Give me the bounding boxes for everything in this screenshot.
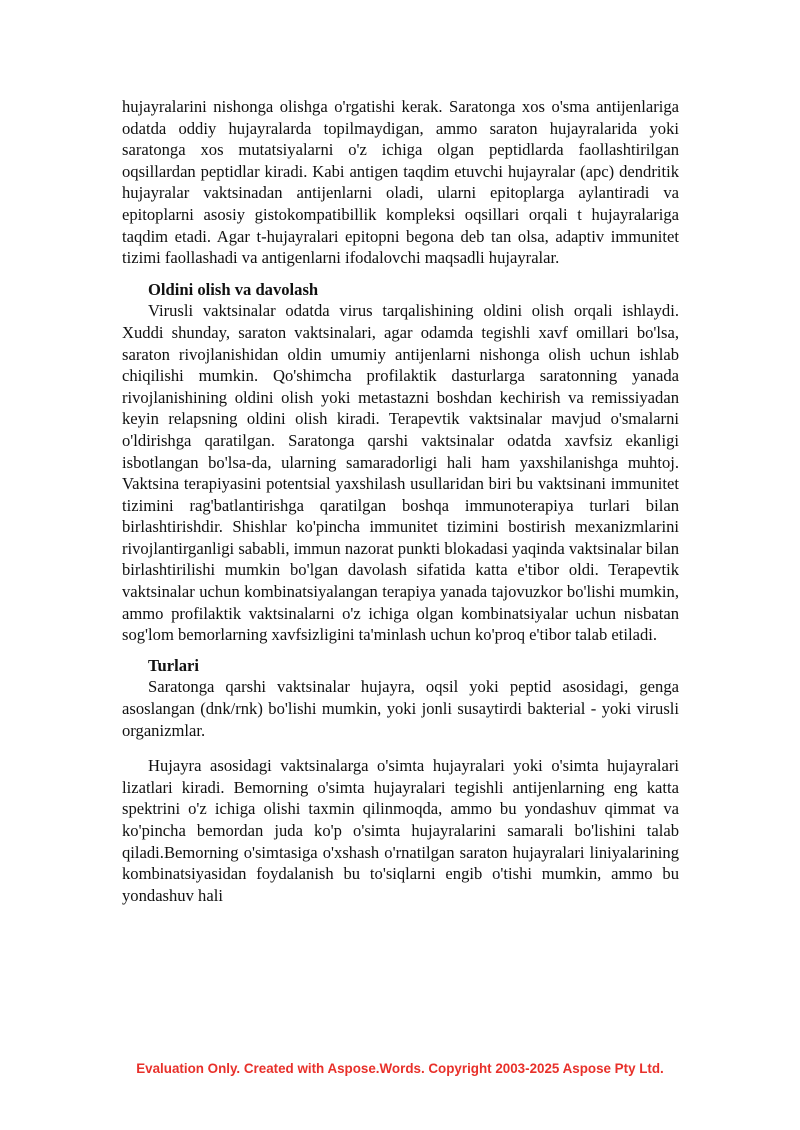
paragraph-types: Saratonga qarshi vaktsinalar hujayra, oqsil yoki peptid asosidagi, genga asoslangan (dnk/rnk) bo'lishi mumkin, yoki jonli susaytirdi bakterial - yoki virusli organizmlar. (122, 677, 679, 740)
heading-prevention-treatment: Oldini olish va davolash (148, 279, 319, 299)
body-text (122, 96, 679, 906)
paragraph-cell-based: Hujayra asosidagi vaktsinalarga o'simta hujayralari yoki o'simta hujayralari lizatlari kiradi. Bemorning o'simta hujayralari tegishli antijenlarning eng katta spektrini o'z ichiga olishi taxmin qilinmoqda, ammo bu yondashuv qimmat va ko'pincha bemordan juda ko'p o'simta hujayralarini samarali bo'lishini talab qiladi.Bemorning o'simtasiga o'xshash o'rnatilgan saraton hujayralari liniyalarining kombinatsiyasidan foydalanish bu to'siqlarni engib o'tishi mumkin, ammo bu yondashuv hali (122, 756, 679, 905)
evaluation-watermark: Evaluation Only. Created with Aspose.Words. Copyright 2003-2025 Aspose Pty Ltd. (136, 1061, 664, 1076)
paragraph-prevention: Virusli vaktsinalar odatda virus tarqalishining oldini olish orqali ishlaydi. Xuddi shunday, saraton vaktsinalari, agar odamda tegishli xavf omillari bo'lsa, saraton rivojlanishidan oldin umumiy antijenlarni nishonga olish uchun ishlab chiqilishi mumkin. Qo'shimcha profilaktik dasturlarga saratonning yanada rivojlanishining oldini olish yoki metastazni boshdan kechirish va remissiyadan keyin relapsning oldini olish kiradi. Terapevtik vaktsinalar mavjud o'smalarni o'ldirishga qaratilgan. Saratonga qarshi vaktsinalar odatda xavfsiz ekanligi isbotlangan bo'lsa-da, ularning samaradorligi hali ham yaxshilanishga muhtoj. Vaktsina terapiyasini potentsial yaxshilash usullaridan biri bu vaktsinani immunitet tizimini rag'batlantirishga qaratilgan boshqa immunoterapiya turlari bilan birlashtirishdir. Shishlar ko'pincha immunitet tizimini bostirish mexanizmlarini rivojlantirganligi sababli, immun nazorat punkti blokadasi yaqinda vaktsinalar bilan birlashtirilishi mumkin bo'lgan davolash sifatida katta e'tibor oldi. Terapevtik vaktsinalar uchun kombinatsiyalangan terapiya yanada tajovuzkor bo'lishi mumkin, ammo profilaktik vaktsinalarni o'z ichiga olgan kombinatsiyalar uchun nisbatan sog'lom bemorlarning xavfsizligini ta'minlash uchun ko'proq e'tibor talab etiladi. (122, 301, 679, 645)
heading-types: Turlari (148, 655, 200, 675)
paragraph-intro: hujayralarini nishonga olishga o'rgatishi kerak. Saratonga xos o'sma antijenlariga odatda oddiy hujayralarda topilmaydigan, ammo saraton hujayralarida yoki saratonga xos mutatsiyalarni o'z ichiga olgan peptidlarda faollashtirilgan oqsillardan peptidlar kiradi. Kabi antigen taqdim etuvchi hujayralar (apc) dendritik hujayralar vaktsinadan antijenlarni oladi, ularni epitoplarga aylantiradi va epitoplarni asosiy gistokompatibillik kompleksi oqsillari orqali t hujayralariga taqdim etadi. Agar t-hujayralari epitopni begona deb tan olsa, adaptiv immunitet tizimi faollashadi va antigenlarni ifodalovchi maqsadli hujayralar. (122, 97, 679, 268)
